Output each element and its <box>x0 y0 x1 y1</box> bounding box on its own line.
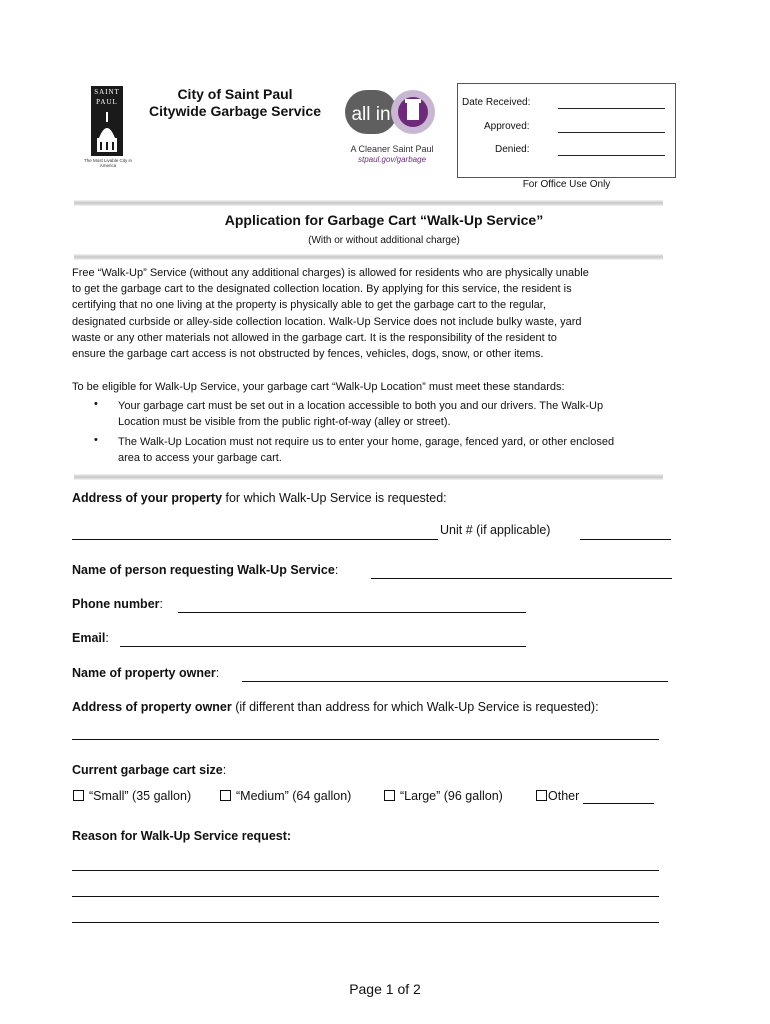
eligibility-intro: To be eligible for Walk-Up Service, your garbage cart “Walk-Up Location” must meet these standards: <box>72 381 565 393</box>
checkbox-icon[interactable] <box>220 790 231 801</box>
requester-name-label <box>72 563 338 577</box>
reason-input-line[interactable] <box>72 922 659 923</box>
approved-label: Approved: <box>484 121 530 132</box>
all-in-url: stpaul.gov/garbage <box>357 155 427 164</box>
all-in-logo <box>343 82 439 167</box>
owner-address-label <box>72 700 599 714</box>
phone-input-line[interactable] <box>178 612 526 613</box>
cart-size-small-option[interactable] <box>73 789 191 803</box>
cart-size-small-label: “Small” (35 gallon) <box>89 789 192 803</box>
city-title-line1: City of Saint Paul <box>177 86 293 102</box>
city-title <box>142 86 328 120</box>
reason-label <box>72 829 291 843</box>
all-in-logo-graphic <box>343 82 439 144</box>
cart-size-large-option[interactable] <box>384 789 503 803</box>
owner-name-label <box>72 666 219 680</box>
phone-label-text: Phone number <box>72 597 160 611</box>
intro-paragraph <box>72 265 672 362</box>
document-subtitle: (With or without additional charge) <box>308 235 460 246</box>
requester-name-label-text: Name of person requesting Walk-Up Service <box>72 563 335 577</box>
checkbox-icon[interactable] <box>536 790 547 801</box>
approved-line <box>558 132 665 133</box>
owner-address-label-rest: (if different than address for which Walk-Up Service is requested): <box>231 700 599 714</box>
property-address-label-bold: Address of your property <box>72 491 223 505</box>
city-title-line2: Citywide Garbage Service <box>149 103 321 119</box>
cart-size-large-label: “Large” (96 gallon) <box>400 789 503 803</box>
intro-line: waste or any other materials not allowed in the garbage cart. It is the responsibility of the resident to <box>72 331 557 344</box>
owner-address-label-bold: Address of property owner <box>72 700 232 714</box>
capitol-dome-icon <box>91 106 123 154</box>
unit-label: Unit # (if applicable) <box>440 523 551 537</box>
colon: : <box>334 563 339 577</box>
reason-label-text: Reason for Walk-Up Service request: <box>72 829 292 843</box>
cart-size-other-label: Other <box>548 789 580 803</box>
bullet-line: The Walk-Up Location must not require us to enter your home, garage, fenced yard, or other enclosed <box>118 436 615 448</box>
email-input-line[interactable] <box>120 646 526 647</box>
cart-size-medium-option[interactable] <box>220 789 351 803</box>
phone-label <box>72 597 163 611</box>
property-address-label-rest: for which Walk-Up Service is requested: <box>222 491 447 505</box>
intro-line: ensure the garbage cart access is not obstructed by fences, vehicles, dogs, snow, or other items. <box>72 348 544 361</box>
property-address-input-line[interactable] <box>72 539 438 540</box>
cart-size-medium-label: “Medium” (64 gallon) <box>236 789 352 803</box>
bullet-line: area to access your garbage cart. <box>118 452 282 464</box>
seal-tagline: The Most Livable City in America <box>83 158 133 168</box>
document-title: Application for Garbage Cart “Walk-Up Service” <box>224 212 544 228</box>
divider <box>74 200 663 206</box>
bullet-marker: • <box>94 398 98 410</box>
owner-name-input-line[interactable] <box>242 681 668 682</box>
cart-size-label-text: Current garbage cart size <box>72 763 223 777</box>
email-label <box>72 631 109 645</box>
intro-line: Free “Walk-Up” Service (without any additional charges) is allowed for residents who are physically unable <box>72 267 589 279</box>
checkbox-icon[interactable] <box>384 790 395 801</box>
saint-paul-seal-logo <box>91 86 123 156</box>
all-in-wordmark: all in <box>351 104 391 125</box>
divider <box>74 254 663 260</box>
seal-text-paul: PAUL <box>96 98 118 106</box>
colon: : <box>215 666 220 680</box>
intro-line: certifying that no one living at the property is physically able to get the garbage cart to the regular, <box>72 299 546 312</box>
all-in-tagline: A Cleaner Saint Paul <box>350 144 434 154</box>
intro-line: designated curbside or alley-side collection location. Walk-Up Service does not include bulky waste, yard <box>72 315 582 328</box>
denied-line <box>558 155 665 156</box>
date-received-line <box>558 108 665 109</box>
bullet-line: Location must be visible from the public right-of-way (alley or street). <box>118 416 451 428</box>
seal-text-saint: SAINT <box>94 88 120 96</box>
cart-size-other-input-line[interactable] <box>583 803 654 804</box>
denied-label: Denied: <box>495 144 530 155</box>
owner-address-input-line[interactable] <box>72 739 659 740</box>
page-number: Page 1 of 2 <box>349 981 421 997</box>
reason-input-line[interactable] <box>72 896 659 897</box>
eligibility-bullet <box>118 398 688 430</box>
property-address-label <box>72 491 447 505</box>
owner-name-label-text: Name of property owner <box>72 666 216 680</box>
unit-input-line[interactable] <box>580 539 671 540</box>
office-use-box <box>457 83 676 178</box>
reason-input-line[interactable] <box>72 870 659 871</box>
colon: : <box>222 763 227 777</box>
cart-size-other-option[interactable] <box>536 789 579 803</box>
email-label-text: Email <box>72 631 106 645</box>
bullet-marker: • <box>94 434 98 446</box>
divider <box>74 474 663 480</box>
office-use-caption: For Office Use Only <box>522 179 611 190</box>
colon: : <box>105 631 109 645</box>
checkbox-icon[interactable] <box>73 790 84 801</box>
eligibility-bullet <box>118 434 698 466</box>
intro-line: to get the garbage cart to the designated collection location. By applying for this service, the resident is <box>72 283 572 296</box>
requester-name-input-line[interactable] <box>371 578 672 579</box>
colon: : <box>159 597 163 611</box>
bullet-line: Your garbage cart must be set out in a location accessible to both you and our drivers. The Walk-Up <box>118 400 604 412</box>
date-received-label: Date Received: <box>462 97 531 108</box>
cart-size-label <box>72 763 226 777</box>
